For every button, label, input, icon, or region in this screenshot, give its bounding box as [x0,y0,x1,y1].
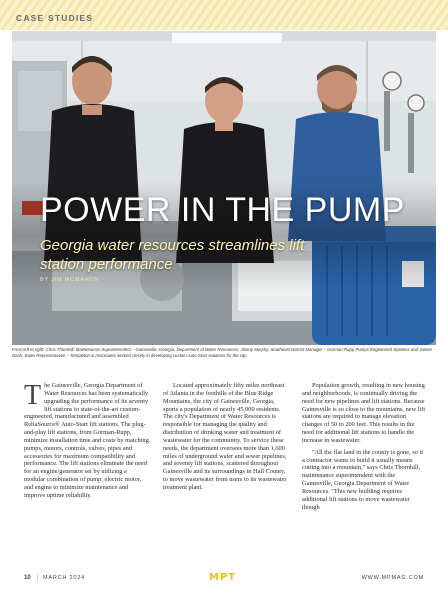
hero-image [12,31,436,345]
footer [0,570,448,600]
drop-cap: T [24,380,42,411]
issue-date: MARCH 2024 [43,575,85,581]
article-title: POWER IN THE PUMP [40,191,405,229]
paragraph: Located approximately fifty miles northeast of Atlanta in the foothills of the Blue Ridge Mountains, the city of Gainesville, Georgia, sports a population of nearly 45,000 residents. The city's Department of Water Resources is responsible for managing the quality and distribution of drinking water and treatment of wastewater for the community. To service these needs, the department oversees more than 1,600 miles of underground water and sewer pipelines, and seventy lift stations, scattered throughout Gainesville and its surroundings in Hall County, to move wastewater from users to its wastewater treatment plant. [163,382,287,491]
website-link[interactable]: WWW.MPMAG.COM [361,575,424,581]
hero-photo [12,31,436,345]
article-column-1 [24,382,149,504]
section-label: CASE STUDIES [16,13,94,23]
article-column-2 [163,382,288,496]
paragraph: Population growth, resulting in new housing and neighborhoods, is continually driving the need for new pipelines and lift stations. Because Gainesville is so close to the mountains, new lift stations are required to manage elevation changes of 50 to 200 feet. This results in the need for additional lift stations to handle the increase in wastewater. [302,382,426,444]
magazine-logo: MPT [209,572,237,583]
article-column-3 [302,382,427,516]
byline: BY JIM MCMAHON [40,277,100,283]
article-subtitle: Georgia water resources streamlines lift station performance [40,237,305,273]
footer-separator: | [37,575,39,581]
paragraph: "All the flat land in the county is gone, so if a contractor wants to build it usually means cutting into a mountain," says Chris Thornhill, maintenance superintendent with the Gainesville, Georgia Department of Water Resources. "This new building requires additional lift stations to move wastewater though [302,448,424,511]
paragraph: he Gainesville, Georgia Department of Water Resources has been systematically upgrading the performance of its seventy lift stations to state-of-the-art custom-engineered, manufactured and assembled ReliaSource® Auto-Start lift stations. The plug-and-play lift stations, from Gorman-Rupp, minimize installation time and costs by matching pumps, motors, controls, valves, pipes and accessories for maximum compatibility and performance. The lift stations eliminate the need for an engine/generator set by utilizing a modular combination of pump, electric motor, and engine to minimize maintenance and improve uptime reliability. [24,382,149,499]
article-body [0,382,448,572]
photo-caption: From left to right: Chris Thornhill, Maintenance Superintendent – Gainesville, Georgia, Department of Water Resources; Jimmy Murphy, Southeast District Manager – Gorman-Rupp Pumps Engineered Systems and James Nash, Sales Representative – Templeton & Associates worked closely in developing custom Auto-Start solutions for the city. [12,347,432,358]
page-number: 10 [24,575,31,581]
